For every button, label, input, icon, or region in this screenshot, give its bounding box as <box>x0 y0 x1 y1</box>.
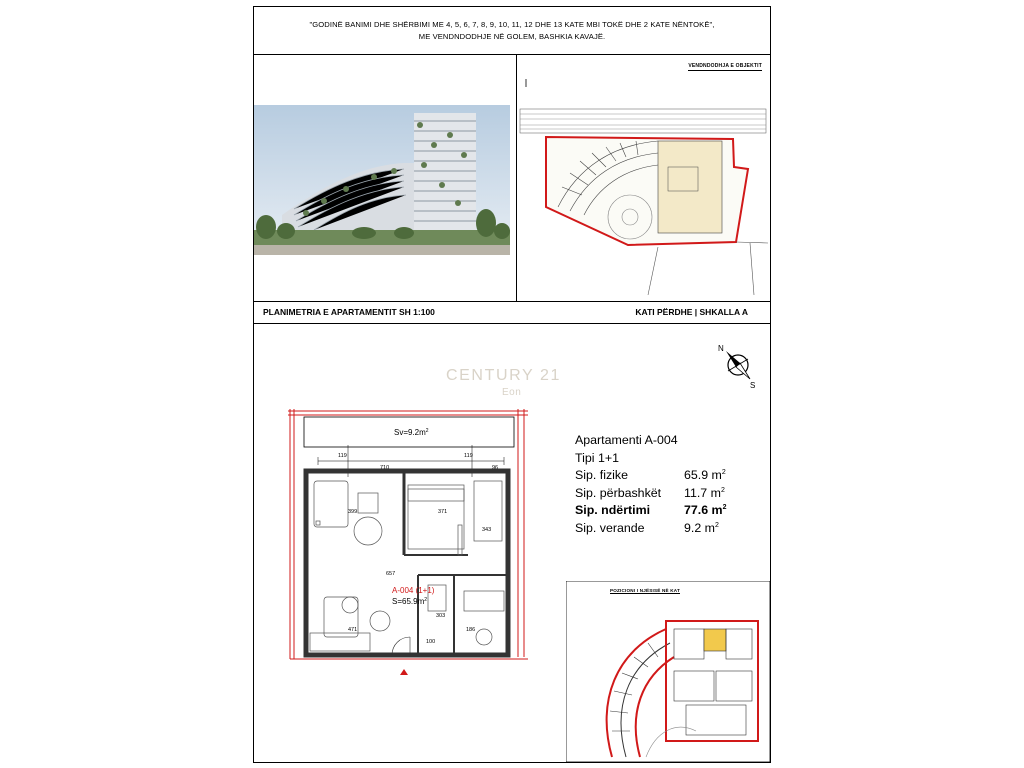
dim-label: 119 <box>464 453 473 459</box>
watermark-brand: CENTURY 21 <box>446 367 561 384</box>
area-row-veranda: Sip. verande 9.2 $m^2$ <box>575 520 719 535</box>
dim-label: 96 <box>492 465 499 471</box>
dim-label: 303 <box>436 613 446 619</box>
drawing-sheet <box>253 6 771 763</box>
dim-label: 657 <box>386 571 396 577</box>
compass-north: N <box>718 344 724 353</box>
area-label: Sip. ndërtimi <box>575 503 651 518</box>
plan-scale-label: PLANIMETRIA E APARTAMENTIT SH 1:100 <box>263 307 435 317</box>
area-value: 11.7 m <box>684 485 721 500</box>
project-title-line-2: ME VENDNDODHJE NË GOLEM, BASHKIA KAVAJË. <box>418 32 606 41</box>
dim-label: 710 <box>380 465 390 471</box>
compass-south: S <box>750 381 756 389</box>
position-label: POZICIONI I NJËSISË NË KAT <box>610 588 680 593</box>
dim-label: 119 <box>338 453 347 459</box>
apartment-title: Apartamenti A-004 <box>575 433 678 447</box>
area-value: 65.9 m <box>684 468 722 483</box>
unit-area: $S=65.9m^2$ <box>392 597 428 606</box>
area-label: Sip. fizike <box>575 468 629 483</box>
unit-name: A-004 (1+1) <box>392 586 435 595</box>
area-row-physical: Sip. fizike 65.9 $m^2$ <box>575 468 726 483</box>
dim-label: 100 <box>426 639 436 645</box>
position-key-plan <box>566 581 770 762</box>
apartment-floor-plan <box>288 405 556 675</box>
dim-label: 471 <box>348 627 358 633</box>
area-label: Sip. verande <box>575 520 645 535</box>
apartment-type: Tipi 1+1 <box>575 450 619 465</box>
project-header <box>254 7 770 55</box>
project-title-line-1: "GODINË BANIMI DHE SHËRBIMI ME 4, 5, 6, 7, 8, 9, 10, 11, 12 DHE 13 KATE MBI TOKË DHE 2 KATE NËNTOKË", <box>309 20 715 29</box>
dim-label: 399 <box>348 509 358 515</box>
dim-label: 186 <box>466 627 476 633</box>
north-arrow-icon <box>716 343 760 389</box>
area-value: 77.6 m <box>684 503 723 518</box>
floor-label: KATI PËRDHE | SHKALLA A <box>635 307 748 317</box>
area-label: Sip. përbashkët <box>575 485 662 500</box>
section-bar <box>254 301 770 324</box>
dim-label: 371 <box>438 509 448 515</box>
image-divider <box>516 55 517 301</box>
image-row <box>254 55 770 302</box>
watermark-sub: Eon <box>502 387 522 398</box>
apartment-info <box>575 432 753 538</box>
area-row-construction: Sip. ndërtimi 77.6 $m^2$ <box>575 503 727 518</box>
dim-label: 343 <box>482 527 492 533</box>
site-plan-label: VENDNDODHJA E OBJEKTIT <box>688 63 762 69</box>
site-plan <box>518 57 770 299</box>
area-value: 9.2 m <box>684 520 715 535</box>
area-row-shared: Sip. përbashkët 11.7 $m^2$ <box>575 485 725 500</box>
veranda-area: $Sv=9.2m^2$ <box>394 428 429 437</box>
building-render <box>254 105 510 255</box>
